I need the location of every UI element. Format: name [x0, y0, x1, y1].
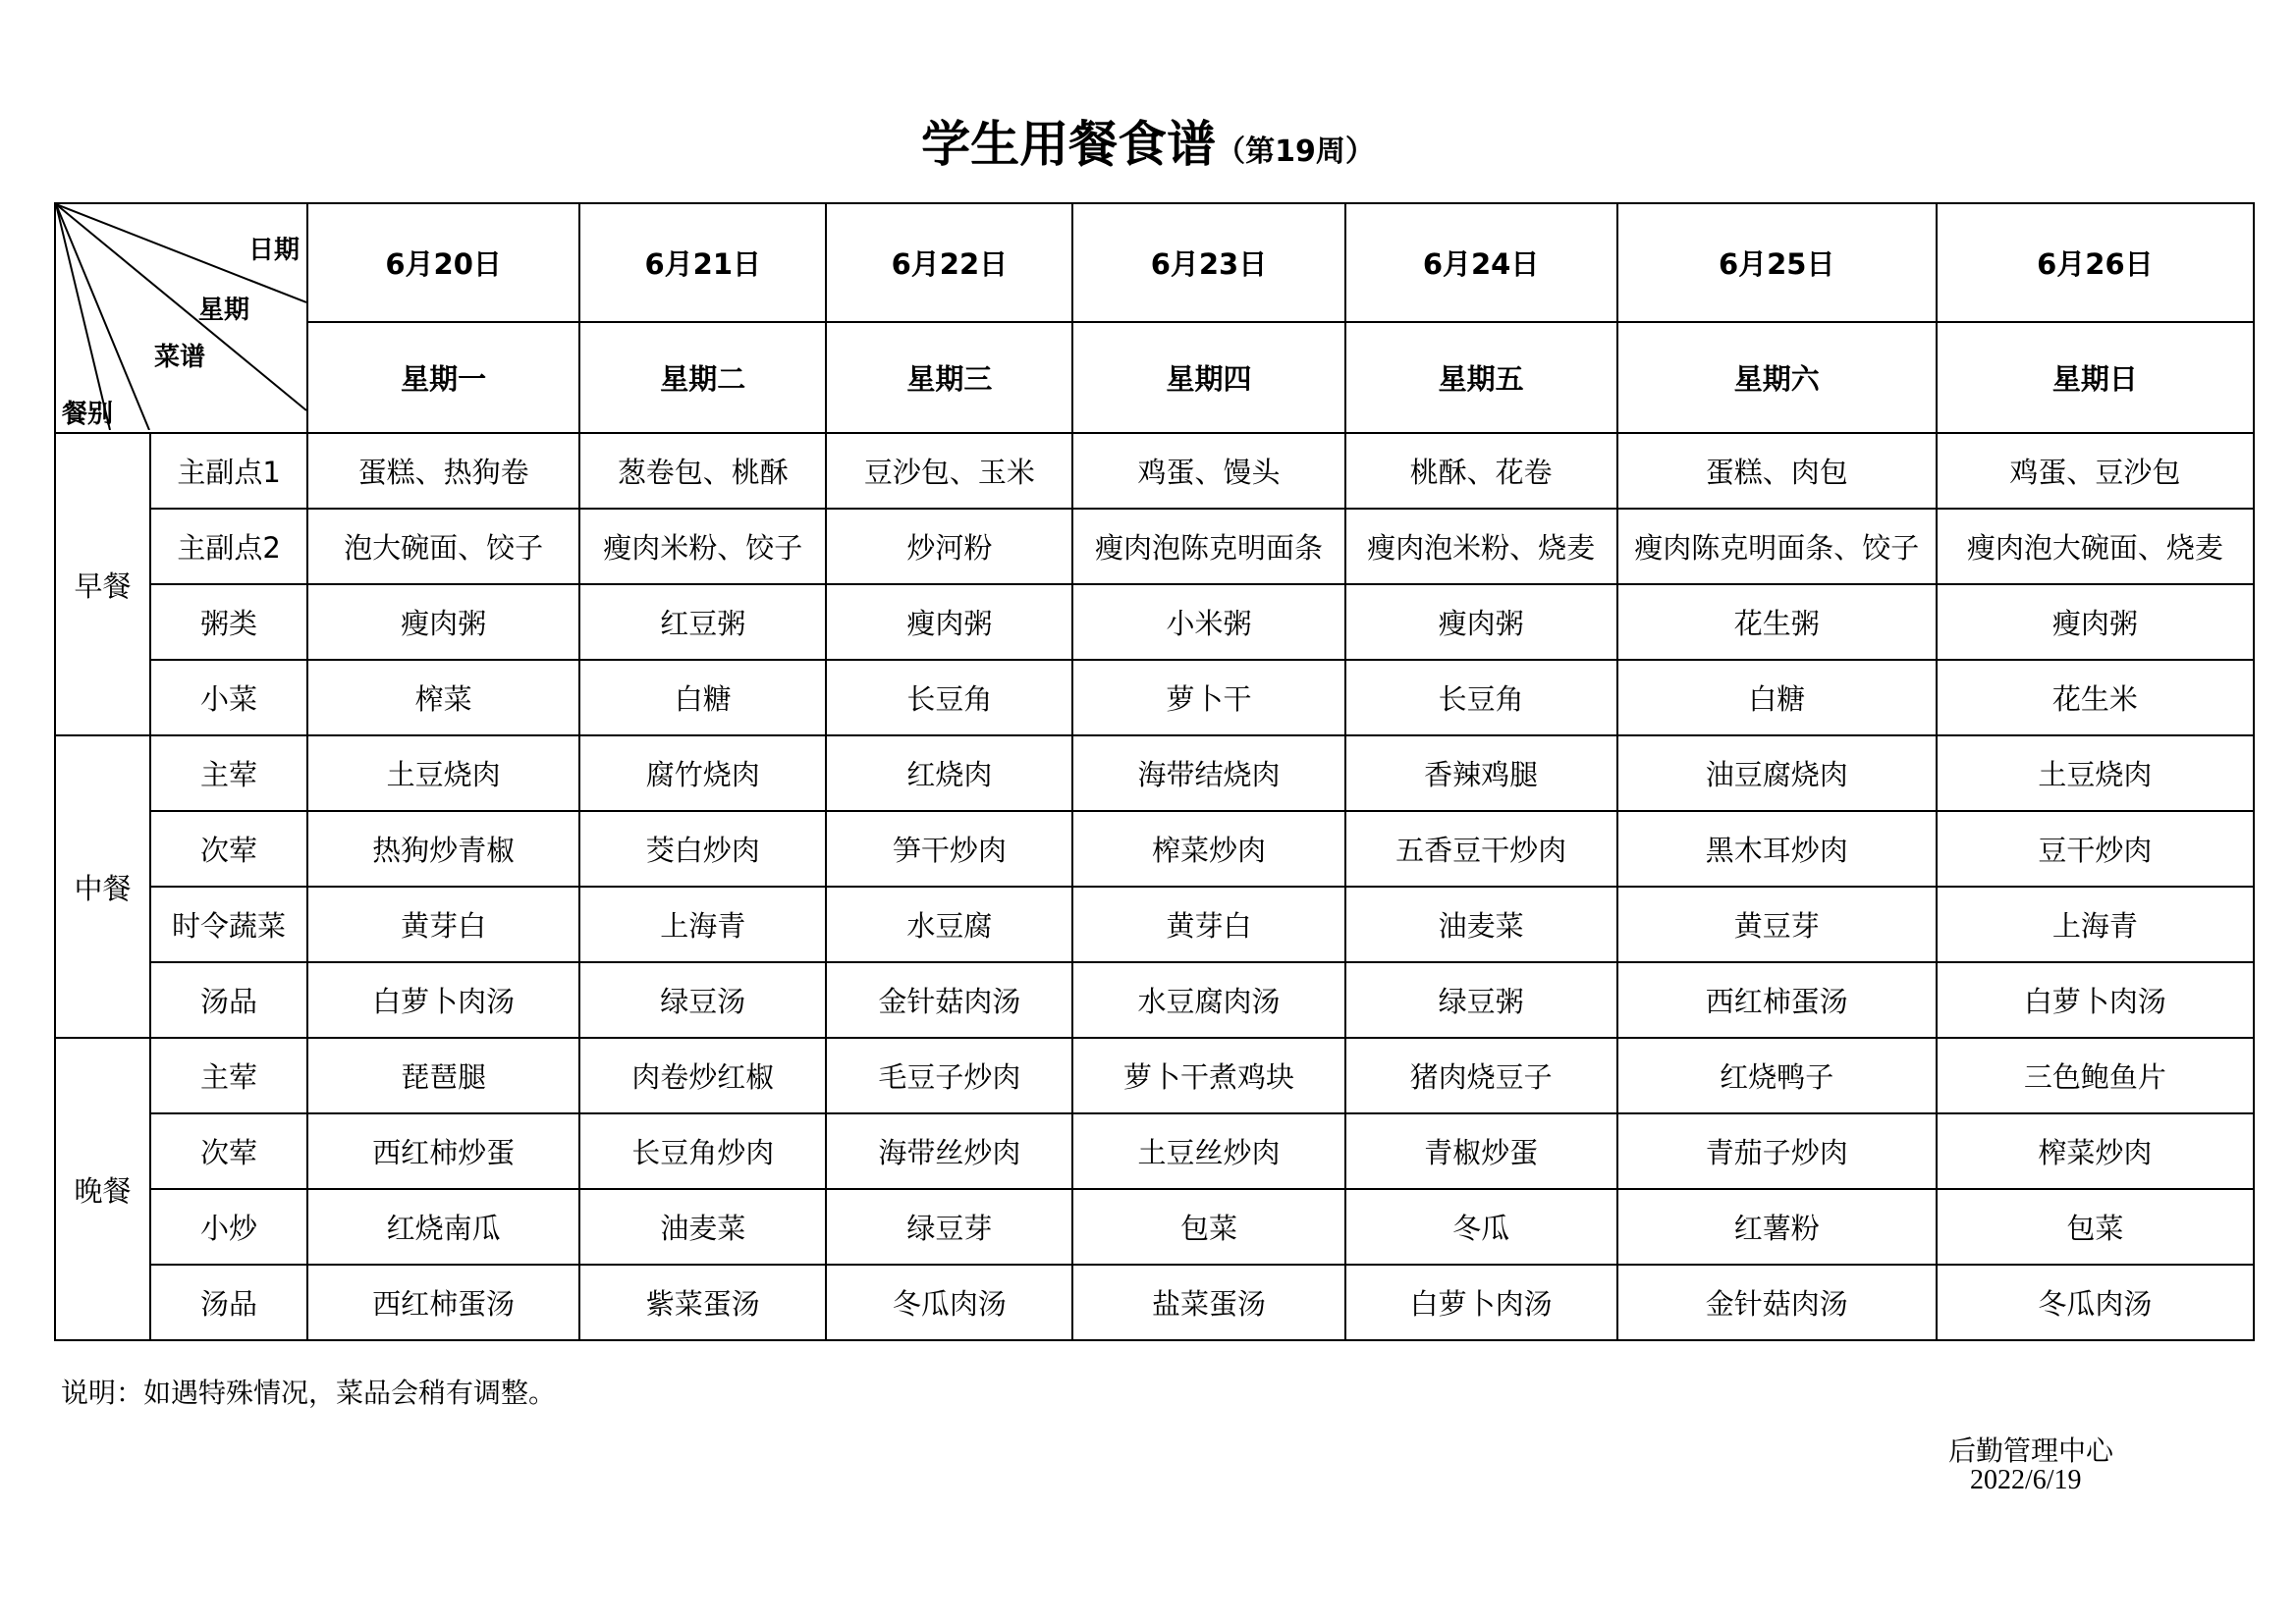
dish-type-cell: 次荤	[150, 1113, 307, 1189]
dish-cell: 土豆烧肉	[307, 735, 579, 811]
dish-type-cell: 主荤	[150, 735, 307, 811]
signature-department: 后勤管理中心	[1948, 1434, 2114, 1467]
corner-label-menu: 菜谱	[154, 343, 206, 372]
dish-cell: 冬瓜肉汤	[826, 1265, 1072, 1340]
dish-cell: 长豆角炒肉	[579, 1113, 826, 1189]
table-row	[55, 962, 2254, 1038]
dish-cell: 炒河粉	[826, 509, 1072, 584]
footnote: 说明：如遇特殊情况，菜品会稍有调整。	[61, 1377, 557, 1409]
corner-label-meal: 餐别	[62, 400, 114, 429]
dish-cell: 白糖	[1617, 660, 1937, 735]
dish-cell: 泡大碗面、饺子	[307, 509, 579, 584]
table-row	[55, 509, 2254, 584]
dish-cell: 绿豆粥	[1345, 962, 1617, 1038]
dish-cell: 腐竹烧肉	[579, 735, 826, 811]
dish-cell: 土豆烧肉	[1937, 735, 2254, 811]
page-title	[0, 110, 2296, 190]
dish-type-cell: 次荤	[150, 811, 307, 887]
dish-cell: 毛豆子炒肉	[826, 1038, 1072, 1113]
dish-cell: 萝卜干	[1072, 660, 1344, 735]
weekday-header-cell: 星期日	[1937, 322, 2254, 433]
weekday-header-cell: 星期三	[826, 322, 1072, 433]
table-row	[55, 735, 2254, 811]
dish-cell: 瘦肉陈克明面条、饺子	[1617, 509, 1937, 584]
dish-cell: 金针菇肉汤	[1617, 1265, 1937, 1340]
dish-cell: 金针菇肉汤	[826, 962, 1072, 1038]
dish-cell: 西红柿炒蛋	[307, 1113, 579, 1189]
dish-cell: 白萝卜肉汤	[1345, 1265, 1617, 1340]
dish-cell: 西红柿蛋汤	[1617, 962, 1937, 1038]
dish-type-cell: 主副点1	[150, 433, 307, 509]
dish-cell: 上海青	[579, 887, 826, 962]
dish-type-cell: 小炒	[150, 1189, 307, 1265]
dish-type-cell: 小菜	[150, 660, 307, 735]
dish-cell: 小米粥	[1072, 584, 1344, 660]
table-row	[55, 433, 2254, 509]
table-row	[55, 1265, 2254, 1340]
title-week: （第19周）	[1216, 135, 1375, 169]
dish-cell: 黄芽白	[307, 887, 579, 962]
dish-cell: 花生粥	[1617, 584, 1937, 660]
dish-cell: 黄芽白	[1072, 887, 1344, 962]
menu-table	[54, 202, 2255, 1341]
dish-cell: 白萝卜肉汤	[1937, 962, 2254, 1038]
meal-category-cell: 中餐	[55, 735, 150, 1038]
dish-cell: 瘦肉泡米粉、烧麦	[1345, 509, 1617, 584]
dish-cell: 葱卷包、桃酥	[579, 433, 826, 509]
dish-cell: 鸡蛋、豆沙包	[1937, 433, 2254, 509]
table-row	[55, 1038, 2254, 1113]
dish-cell: 绿豆汤	[579, 962, 826, 1038]
date-header-cell: 6月22日	[826, 203, 1072, 322]
date-header-cell: 6月26日	[1937, 203, 2254, 322]
dish-cell: 青茄子炒肉	[1617, 1113, 1937, 1189]
dish-cell: 油麦菜	[579, 1189, 826, 1265]
dish-cell: 笋干炒肉	[826, 811, 1072, 887]
dish-cell: 上海青	[1937, 887, 2254, 962]
dish-cell: 鸡蛋、馒头	[1072, 433, 1344, 509]
dish-cell: 白萝卜肉汤	[307, 962, 579, 1038]
dish-cell: 冬瓜肉汤	[1937, 1265, 2254, 1340]
dish-cell: 白糖	[579, 660, 826, 735]
dish-cell: 海带丝炒肉	[826, 1113, 1072, 1189]
dish-cell: 绿豆芽	[826, 1189, 1072, 1265]
dish-cell: 桃酥、花卷	[1345, 433, 1617, 509]
table-row	[55, 887, 2254, 962]
dish-cell: 瘦肉泡大碗面、烧麦	[1937, 509, 2254, 584]
dish-cell: 水豆腐	[826, 887, 1072, 962]
dish-cell: 瘦肉粥	[1937, 584, 2254, 660]
dish-type-cell: 汤品	[150, 1265, 307, 1340]
table-row	[55, 584, 2254, 660]
date-header-cell: 6月21日	[579, 203, 826, 322]
weekday-header-cell: 星期二	[579, 322, 826, 433]
date-header-cell: 6月23日	[1072, 203, 1344, 322]
dish-cell: 红薯粉	[1617, 1189, 1937, 1265]
dish-cell: 瘦肉粥	[826, 584, 1072, 660]
dish-cell: 猪肉烧豆子	[1345, 1038, 1617, 1113]
dish-cell: 油豆腐烧肉	[1617, 735, 1937, 811]
dish-cell: 海带结烧肉	[1072, 735, 1344, 811]
dish-type-cell: 时令蔬菜	[150, 887, 307, 962]
meal-category-cell: 晚餐	[55, 1038, 150, 1340]
dish-cell: 萝卜干煮鸡块	[1072, 1038, 1344, 1113]
dish-cell: 花生米	[1937, 660, 2254, 735]
date-header-cell: 6月24日	[1345, 203, 1617, 322]
dish-cell: 琵琶腿	[307, 1038, 579, 1113]
dish-cell: 冬瓜	[1345, 1189, 1617, 1265]
dish-cell: 肉卷炒红椒	[579, 1038, 826, 1113]
dish-cell: 瘦肉粥	[307, 584, 579, 660]
table-row	[55, 811, 2254, 887]
dish-cell: 长豆角	[826, 660, 1072, 735]
dish-cell: 香辣鸡腿	[1345, 735, 1617, 811]
date-header-cell: 6月25日	[1617, 203, 1937, 322]
dish-cell: 榨菜	[307, 660, 579, 735]
dish-cell: 豆干炒肉	[1937, 811, 2254, 887]
table-row	[55, 660, 2254, 735]
dish-cell: 水豆腐肉汤	[1072, 962, 1344, 1038]
corner-header-cell	[55, 203, 307, 433]
dish-cell: 红豆粥	[579, 584, 826, 660]
dish-cell: 盐菜蛋汤	[1072, 1265, 1344, 1340]
dish-cell: 紫菜蛋汤	[579, 1265, 826, 1340]
dish-cell: 红烧南瓜	[307, 1189, 579, 1265]
dish-cell: 茭白炒肉	[579, 811, 826, 887]
dish-cell: 五香豆干炒肉	[1345, 811, 1617, 887]
dish-cell: 包菜	[1937, 1189, 2254, 1265]
dish-cell: 瘦肉泡陈克明面条	[1072, 509, 1344, 584]
dish-type-cell: 汤品	[150, 962, 307, 1038]
dish-cell: 榨菜炒肉	[1937, 1113, 2254, 1189]
dish-cell: 豆沙包、玉米	[826, 433, 1072, 509]
dish-cell: 黄豆芽	[1617, 887, 1937, 962]
dish-cell: 热狗炒青椒	[307, 811, 579, 887]
weekday-header-cell: 星期一	[307, 322, 579, 433]
dish-cell: 长豆角	[1345, 660, 1617, 735]
dish-cell: 三色鲍鱼片	[1937, 1038, 2254, 1113]
date-header-cell: 6月20日	[307, 203, 579, 322]
dish-cell: 榨菜炒肉	[1072, 811, 1344, 887]
dish-cell: 土豆丝炒肉	[1072, 1113, 1344, 1189]
dish-cell: 瘦肉粥	[1345, 584, 1617, 660]
corner-label-weekday: 星期	[198, 296, 250, 325]
dish-type-cell: 主荤	[150, 1038, 307, 1113]
dish-cell: 蛋糕、肉包	[1617, 433, 1937, 509]
table-row	[55, 1113, 2254, 1189]
table-row	[55, 1189, 2254, 1265]
dish-type-cell: 主副点2	[150, 509, 307, 584]
dish-type-cell: 粥类	[150, 584, 307, 660]
dish-cell: 西红柿蛋汤	[307, 1265, 579, 1340]
title-main: 学生用餐食谱	[921, 116, 1217, 173]
dish-cell: 青椒炒蛋	[1345, 1113, 1617, 1189]
weekday-header-cell: 星期五	[1345, 322, 1617, 433]
corner-label-date: 日期	[248, 236, 301, 265]
dish-cell: 包菜	[1072, 1189, 1344, 1265]
dish-cell: 红烧鸭子	[1617, 1038, 1937, 1113]
weekday-header-cell: 星期六	[1617, 322, 1937, 433]
dish-cell: 蛋糕、热狗卷	[307, 433, 579, 509]
dish-cell: 瘦肉米粉、饺子	[579, 509, 826, 584]
dish-cell: 黑木耳炒肉	[1617, 811, 1937, 887]
dish-cell: 油麦菜	[1345, 887, 1617, 962]
signature-date: 2022/6/19	[1970, 1465, 2082, 1495]
meal-category-cell: 早餐	[55, 433, 150, 735]
dish-cell: 红烧肉	[826, 735, 1072, 811]
weekday-header-cell: 星期四	[1072, 322, 1344, 433]
